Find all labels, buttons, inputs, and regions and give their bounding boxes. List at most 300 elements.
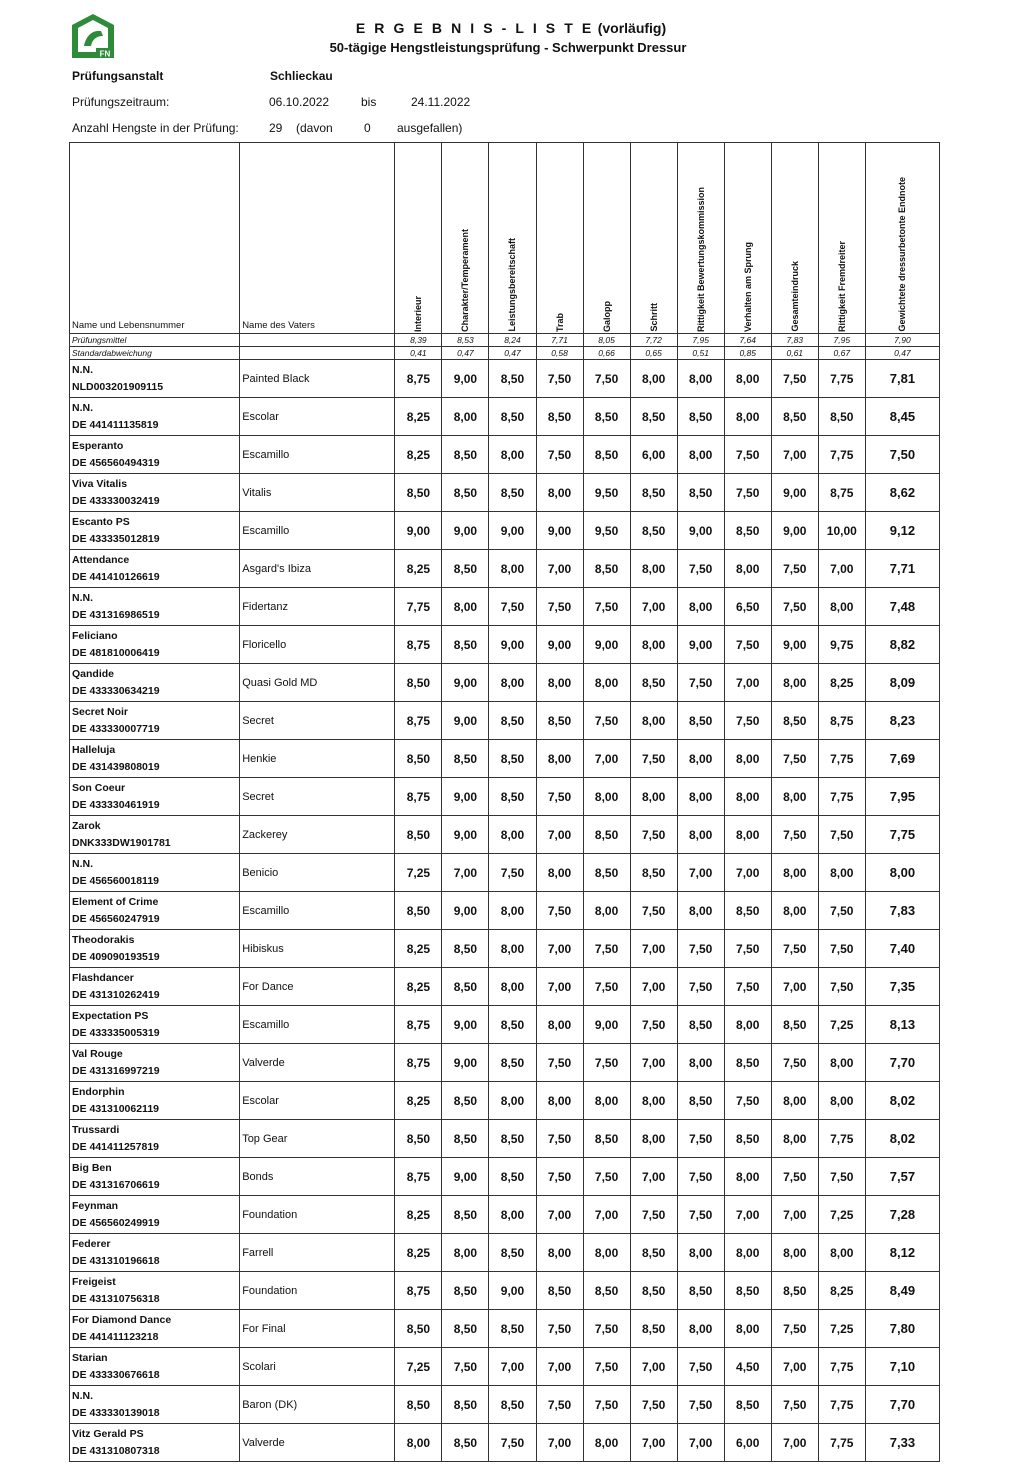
score-cell: 8,50 bbox=[677, 702, 724, 740]
final-score-cell: 7,48 bbox=[865, 588, 939, 626]
score-cell: 8,00 bbox=[630, 702, 677, 740]
logo-text: FN bbox=[99, 49, 111, 59]
score-cell: 7,00 bbox=[630, 1044, 677, 1082]
page-title-spaced: E R G E B N I S - L I S T E bbox=[355, 20, 594, 36]
score-cell: 8,00 bbox=[536, 854, 583, 892]
score-cell: 7,50 bbox=[536, 778, 583, 816]
score-cell: 7,50 bbox=[630, 892, 677, 930]
score-cell: 8,00 bbox=[724, 740, 771, 778]
score-cell: 8,00 bbox=[724, 1310, 771, 1348]
score-cell: 8,50 bbox=[489, 398, 536, 436]
anstalt-label: Prüfungsanstalt bbox=[72, 69, 164, 83]
score-cell: 7,75 bbox=[818, 1386, 865, 1424]
score-cell: 7,50 bbox=[536, 1386, 583, 1424]
score-cell: 8,50 bbox=[395, 474, 442, 512]
score-cell: 7,50 bbox=[771, 740, 818, 778]
score-cell: 8,50 bbox=[583, 816, 630, 854]
score-cell: 8,00 bbox=[630, 1120, 677, 1158]
stallion-name: N.N. bbox=[72, 592, 93, 604]
score-cell: 7,50 bbox=[630, 740, 677, 778]
table-row bbox=[70, 930, 940, 968]
score-cell: 7,50 bbox=[724, 626, 771, 664]
score-cell: 7,00 bbox=[724, 854, 771, 892]
score-cell: 8,50 bbox=[583, 436, 630, 474]
col-header-wrap bbox=[442, 147, 488, 333]
sire-name: Escamillo bbox=[240, 1006, 395, 1044]
score-cell: 7,50 bbox=[724, 968, 771, 1006]
stallion-name: Feynman bbox=[72, 1200, 119, 1212]
table-row bbox=[70, 1006, 940, 1044]
score-cell: 7,00 bbox=[536, 550, 583, 588]
stallion-cell bbox=[70, 854, 240, 892]
score-cell: 7,50 bbox=[818, 892, 865, 930]
stallion-id: DE 441411123218 bbox=[72, 1331, 159, 1343]
sd-row-value: 0,51 bbox=[677, 347, 724, 360]
score-cell: 8,50 bbox=[442, 968, 489, 1006]
score-cell: 7,50 bbox=[583, 1158, 630, 1196]
score-cell: 8,50 bbox=[395, 1310, 442, 1348]
sire-name: Foundation bbox=[240, 1272, 395, 1310]
col-header-label: Gesamteindruck bbox=[789, 261, 800, 332]
score-cell: 9,00 bbox=[442, 1158, 489, 1196]
score-cell: 9,00 bbox=[442, 702, 489, 740]
final-score-cell: 7,35 bbox=[865, 968, 939, 1006]
davon-value: 0 bbox=[364, 121, 371, 135]
score-cell: 8,00 bbox=[583, 778, 630, 816]
score-cell: 7,50 bbox=[724, 1082, 771, 1120]
table-row bbox=[70, 626, 940, 664]
sd-row-value: 0,41 bbox=[395, 347, 442, 360]
score-cell: 8,50 bbox=[818, 398, 865, 436]
final-score-cell: 7,57 bbox=[865, 1158, 939, 1196]
table-row bbox=[70, 1386, 940, 1424]
score-cell: 7,50 bbox=[536, 1044, 583, 1082]
score-cell: 7,00 bbox=[536, 1424, 583, 1462]
results-table bbox=[69, 142, 940, 1462]
col-header-wrap bbox=[537, 147, 583, 333]
score-cell: 7,75 bbox=[395, 588, 442, 626]
score-cell: 8,25 bbox=[395, 550, 442, 588]
score-cell: 9,00 bbox=[583, 1006, 630, 1044]
score-cell: 8,50 bbox=[442, 930, 489, 968]
score-cell: 8,50 bbox=[771, 702, 818, 740]
sire-name: Escamillo bbox=[240, 512, 395, 550]
col-header-wrap bbox=[772, 147, 818, 333]
score-cell: 8,50 bbox=[442, 740, 489, 778]
score-cell: 8,00 bbox=[489, 892, 536, 930]
final-score-cell: 7,95 bbox=[865, 778, 939, 816]
score-cell: 7,50 bbox=[771, 816, 818, 854]
stallion-cell bbox=[70, 398, 240, 436]
score-cell: 9,00 bbox=[489, 512, 536, 550]
score-cell: 7,50 bbox=[630, 816, 677, 854]
final-score-cell: 7,83 bbox=[865, 892, 939, 930]
final-score-cell: 9,12 bbox=[865, 512, 939, 550]
score-cell: 7,50 bbox=[771, 930, 818, 968]
score-cell: 8,25 bbox=[395, 436, 442, 474]
score-cell: 8,50 bbox=[677, 1082, 724, 1120]
stallion-id: DE 456560494319 bbox=[72, 457, 160, 469]
score-cell: 8,50 bbox=[442, 1424, 489, 1462]
mean-row-label: Prüfungsmittel bbox=[70, 334, 240, 347]
score-cell: 8,00 bbox=[724, 1158, 771, 1196]
stallion-name: Trussardi bbox=[72, 1124, 120, 1136]
score-cell: 8,50 bbox=[677, 1272, 724, 1310]
score-cell: 8,50 bbox=[489, 1044, 536, 1082]
score-cell: 8,75 bbox=[818, 474, 865, 512]
score-cell: 8,00 bbox=[583, 1082, 630, 1120]
score-cell: 7,75 bbox=[818, 740, 865, 778]
score-cell: 7,00 bbox=[771, 1424, 818, 1462]
score-cell: 8,00 bbox=[677, 1044, 724, 1082]
stallion-name: Secret Noir bbox=[72, 706, 129, 718]
score-cell: 7,00 bbox=[583, 740, 630, 778]
score-cell: 8,50 bbox=[442, 550, 489, 588]
score-cell: 8,50 bbox=[677, 474, 724, 512]
stallion-name: Expectation PS bbox=[72, 1010, 149, 1022]
stallion-id: DE 433330032419 bbox=[72, 495, 160, 507]
score-cell: 8,00 bbox=[489, 664, 536, 702]
score-cell: 8,50 bbox=[489, 1120, 536, 1158]
score-cell: 8,50 bbox=[536, 398, 583, 436]
score-cell: 8,00 bbox=[489, 968, 536, 1006]
sire-name: Painted Black bbox=[240, 360, 395, 398]
table-row bbox=[70, 474, 940, 512]
score-cell: 8,00 bbox=[442, 398, 489, 436]
score-cell: 8,50 bbox=[583, 1120, 630, 1158]
stallion-name: Attendance bbox=[72, 554, 130, 566]
stallion-id: DNK333DW1901781 bbox=[72, 837, 171, 849]
stallion-id: DE 431439808019 bbox=[72, 761, 160, 773]
score-cell: 7,50 bbox=[630, 1196, 677, 1234]
col-header-label: Leistungsbereitschaft bbox=[507, 238, 518, 332]
final-score-cell: 8,00 bbox=[865, 854, 939, 892]
score-cell: 7,50 bbox=[771, 1386, 818, 1424]
table-row bbox=[70, 436, 940, 474]
score-cell: 8,50 bbox=[489, 1006, 536, 1044]
score-cell: 8,00 bbox=[583, 1234, 630, 1272]
stallion-id: DE 433330676618 bbox=[72, 1369, 160, 1381]
score-cell: 7,50 bbox=[677, 1386, 724, 1424]
score-cell: 7,75 bbox=[818, 1424, 865, 1462]
score-cell: 8,50 bbox=[583, 1272, 630, 1310]
stallion-id: DE 456560018119 bbox=[72, 875, 159, 887]
stallion-id: DE 433330007719 bbox=[72, 723, 160, 735]
sd-row-value: 0,66 bbox=[583, 347, 630, 360]
final-score-cell: 8,12 bbox=[865, 1234, 939, 1272]
score-cell: 8,50 bbox=[536, 1272, 583, 1310]
stallion-name: Theodorakis bbox=[72, 934, 135, 946]
stallion-cell bbox=[70, 474, 240, 512]
col-header-criterion bbox=[442, 143, 489, 334]
score-cell: 8,00 bbox=[489, 436, 536, 474]
stallion-cell bbox=[70, 664, 240, 702]
score-cell: 8,00 bbox=[724, 816, 771, 854]
stallion-id: DE 431310262419 bbox=[72, 989, 160, 1001]
stallion-cell bbox=[70, 816, 240, 854]
col-header-wrap bbox=[819, 147, 865, 333]
score-cell: 8,75 bbox=[395, 778, 442, 816]
score-cell: 8,50 bbox=[489, 1158, 536, 1196]
final-score-cell: 7,70 bbox=[865, 1386, 939, 1424]
score-cell: 8,00 bbox=[630, 550, 677, 588]
score-cell: 8,50 bbox=[489, 702, 536, 740]
sire-name: Top Gear bbox=[240, 1120, 395, 1158]
score-cell: 8,50 bbox=[395, 892, 442, 930]
col-header-wrap bbox=[725, 147, 771, 333]
score-cell: 8,00 bbox=[536, 664, 583, 702]
score-cell: 8,00 bbox=[818, 1044, 865, 1082]
table-row bbox=[70, 1310, 940, 1348]
score-cell: 8,00 bbox=[489, 550, 536, 588]
score-cell: 8,25 bbox=[395, 1234, 442, 1272]
score-cell: 7,25 bbox=[395, 854, 442, 892]
stallion-id: DE 431316997219 bbox=[72, 1065, 160, 1077]
score-cell: 8,00 bbox=[724, 398, 771, 436]
score-cell: 7,50 bbox=[536, 1310, 583, 1348]
score-cell: 8,00 bbox=[818, 1082, 865, 1120]
stallion-cell bbox=[70, 1272, 240, 1310]
score-cell: 7,00 bbox=[630, 1158, 677, 1196]
score-cell: 8,50 bbox=[442, 1310, 489, 1348]
score-cell: 8,00 bbox=[818, 1234, 865, 1272]
mean-row-value: 8,24 bbox=[489, 334, 536, 347]
score-cell: 9,00 bbox=[536, 512, 583, 550]
col-header-label: Rittigkeit Fremdreiter bbox=[836, 240, 847, 332]
sire-name: Secret bbox=[240, 702, 395, 740]
score-cell: 8,50 bbox=[583, 398, 630, 436]
col-header-label: Interieur bbox=[413, 295, 424, 332]
final-score-cell: 8,82 bbox=[865, 626, 939, 664]
col-header-criterion bbox=[865, 143, 939, 334]
final-score-cell: 8,02 bbox=[865, 1082, 939, 1120]
zeitraum-from: 06.10.2022 bbox=[269, 95, 330, 109]
score-cell: 8,00 bbox=[536, 474, 583, 512]
mean-row-value: 8,39 bbox=[395, 334, 442, 347]
sire-name: For Dance bbox=[240, 968, 395, 1006]
stallion-name: Halleluja bbox=[72, 744, 116, 756]
score-cell: 7,75 bbox=[818, 360, 865, 398]
table-row bbox=[70, 550, 940, 588]
score-cell: 8,50 bbox=[395, 1386, 442, 1424]
col-header-wrap bbox=[395, 147, 441, 333]
stallion-cell bbox=[70, 588, 240, 626]
stallion-name: Big Ben bbox=[72, 1162, 112, 1174]
stallion-id: DE 481810006419 bbox=[72, 647, 160, 659]
score-cell: 8,00 bbox=[724, 778, 771, 816]
col-header-label: Trab bbox=[554, 312, 565, 332]
score-cell: 7,00 bbox=[536, 816, 583, 854]
score-cell: 8,50 bbox=[583, 550, 630, 588]
score-cell: 8,50 bbox=[724, 1120, 771, 1158]
score-cell: 9,75 bbox=[818, 626, 865, 664]
stallion-id: DE 433330634219 bbox=[72, 685, 160, 697]
score-cell: 8,50 bbox=[442, 1196, 489, 1234]
col-header-criterion bbox=[724, 143, 771, 334]
sire-name: Quasi Gold MD bbox=[240, 664, 395, 702]
mean-row-value: 7,72 bbox=[630, 334, 677, 347]
mean-row-value: 8,05 bbox=[583, 334, 630, 347]
score-cell: 8,75 bbox=[395, 360, 442, 398]
score-cell: 8,25 bbox=[395, 968, 442, 1006]
sire-name: Fidertanz bbox=[240, 588, 395, 626]
stallion-cell bbox=[70, 778, 240, 816]
stallion-name: Flashdancer bbox=[72, 972, 134, 984]
table-row bbox=[70, 968, 940, 1006]
score-cell: 8,75 bbox=[395, 1006, 442, 1044]
sire-name: Baron (DK) bbox=[240, 1386, 395, 1424]
score-cell: 8,25 bbox=[818, 1272, 865, 1310]
col-header-name: Name und Lebensnummer bbox=[70, 143, 240, 334]
score-cell: 8,00 bbox=[442, 1234, 489, 1272]
score-cell: 7,00 bbox=[724, 664, 771, 702]
table-row bbox=[70, 1424, 940, 1462]
score-cell: 7,50 bbox=[771, 1310, 818, 1348]
table-row bbox=[70, 1348, 940, 1386]
score-cell: 8,00 bbox=[677, 1310, 724, 1348]
mean-row-value: 7,71 bbox=[536, 334, 583, 347]
mean-row-value: 7,83 bbox=[771, 334, 818, 347]
score-cell: 8,50 bbox=[583, 854, 630, 892]
score-cell: 7,50 bbox=[583, 1044, 630, 1082]
sd-row-value: 0,65 bbox=[630, 347, 677, 360]
score-cell: 9,50 bbox=[583, 512, 630, 550]
score-cell: 8,00 bbox=[724, 360, 771, 398]
score-cell: 8,50 bbox=[630, 512, 677, 550]
col-header-label: Galopp bbox=[601, 301, 612, 332]
score-cell: 7,50 bbox=[536, 1120, 583, 1158]
score-cell: 8,00 bbox=[583, 1424, 630, 1462]
score-cell: 8,50 bbox=[489, 778, 536, 816]
score-cell: 8,50 bbox=[442, 1120, 489, 1158]
score-cell: 8,25 bbox=[395, 1082, 442, 1120]
col-header-criterion bbox=[395, 143, 442, 334]
col-header-wrap bbox=[866, 147, 939, 333]
stallion-name: Zarok bbox=[72, 820, 101, 832]
score-cell: 7,75 bbox=[818, 778, 865, 816]
score-cell: 7,50 bbox=[583, 360, 630, 398]
table-row bbox=[70, 1272, 940, 1310]
score-cell: 8,00 bbox=[536, 1082, 583, 1120]
stallion-cell bbox=[70, 740, 240, 778]
stallion-cell bbox=[70, 1348, 240, 1386]
score-cell: 9,00 bbox=[442, 816, 489, 854]
score-cell: 7,25 bbox=[818, 1196, 865, 1234]
stallion-cell bbox=[70, 360, 240, 398]
stallion-name: Endorphin bbox=[72, 1086, 125, 1098]
score-cell: 8,50 bbox=[489, 1386, 536, 1424]
stallion-id: DE 441410126619 bbox=[72, 571, 160, 583]
score-cell: 8,00 bbox=[677, 816, 724, 854]
table-row bbox=[70, 1082, 940, 1120]
score-cell: 7,00 bbox=[536, 1348, 583, 1386]
score-cell: 7,00 bbox=[771, 436, 818, 474]
final-score-cell: 7,50 bbox=[865, 436, 939, 474]
sire-name: Foundation bbox=[240, 1196, 395, 1234]
score-cell: 9,00 bbox=[442, 1044, 489, 1082]
final-score-cell: 7,40 bbox=[865, 930, 939, 968]
page-title-suffix: (vorläufig) bbox=[593, 20, 667, 36]
score-cell: 9,00 bbox=[536, 626, 583, 664]
stallion-name: Viva Vitalis bbox=[72, 478, 128, 490]
stallion-id: DE 431310062119 bbox=[72, 1103, 159, 1115]
score-cell: 7,50 bbox=[536, 588, 583, 626]
stallion-name: Starian bbox=[72, 1352, 108, 1364]
stallion-name: N.N. bbox=[72, 858, 93, 870]
sd-row-label: Standardabweichung bbox=[70, 347, 240, 360]
score-cell: 8,50 bbox=[677, 398, 724, 436]
stallion-cell bbox=[70, 702, 240, 740]
sire-name: Escamillo bbox=[240, 892, 395, 930]
score-cell: 8,00 bbox=[630, 778, 677, 816]
col-header-label: Charakter/Temperament bbox=[460, 229, 471, 332]
stallion-name: Vitz Gerald PS bbox=[72, 1428, 144, 1440]
score-cell: 9,00 bbox=[771, 474, 818, 512]
score-cell: 8,50 bbox=[395, 664, 442, 702]
score-cell: 9,00 bbox=[442, 778, 489, 816]
stallion-name: For Diamond Dance bbox=[72, 1314, 172, 1326]
score-cell: 9,00 bbox=[442, 512, 489, 550]
score-cell: 7,50 bbox=[724, 474, 771, 512]
sire-name: Escolar bbox=[240, 1082, 395, 1120]
score-cell: 8,50 bbox=[724, 892, 771, 930]
final-score-cell: 8,62 bbox=[865, 474, 939, 512]
sire-name: Farrell bbox=[240, 1234, 395, 1272]
final-score-cell: 8,09 bbox=[865, 664, 939, 702]
score-cell: 7,00 bbox=[536, 1196, 583, 1234]
mean-row-value: 7,95 bbox=[818, 334, 865, 347]
score-cell: 7,75 bbox=[818, 436, 865, 474]
score-cell: 7,75 bbox=[818, 1120, 865, 1158]
stallion-name: N.N. bbox=[72, 402, 93, 414]
score-cell: 8,75 bbox=[395, 626, 442, 664]
score-cell: 8,50 bbox=[630, 1272, 677, 1310]
anstalt-value: Schlieckau bbox=[270, 69, 333, 83]
score-cell: 8,50 bbox=[395, 1120, 442, 1158]
score-cell: 8,75 bbox=[818, 702, 865, 740]
score-cell: 8,00 bbox=[677, 740, 724, 778]
score-cell: 7,00 bbox=[583, 1196, 630, 1234]
score-cell: 8,25 bbox=[395, 398, 442, 436]
score-cell: 7,50 bbox=[677, 1196, 724, 1234]
score-cell: 7,00 bbox=[630, 1424, 677, 1462]
score-cell: 9,00 bbox=[771, 626, 818, 664]
score-cell: 8,00 bbox=[583, 664, 630, 702]
score-cell: 8,50 bbox=[442, 474, 489, 512]
table-row bbox=[70, 892, 940, 930]
col-header-sire: Name des Vaters bbox=[240, 143, 395, 334]
score-cell: 8,50 bbox=[395, 740, 442, 778]
score-cell: 9,00 bbox=[677, 512, 724, 550]
score-cell: 7,50 bbox=[583, 588, 630, 626]
score-cell: 7,00 bbox=[630, 588, 677, 626]
score-cell: 8,50 bbox=[724, 1386, 771, 1424]
score-cell: 8,75 bbox=[395, 1158, 442, 1196]
score-cell: 7,00 bbox=[630, 968, 677, 1006]
score-cell: 8,00 bbox=[583, 892, 630, 930]
score-cell: 7,50 bbox=[536, 436, 583, 474]
final-score-cell: 7,10 bbox=[865, 1348, 939, 1386]
stallion-cell bbox=[70, 892, 240, 930]
score-cell: 7,00 bbox=[536, 930, 583, 968]
stallion-cell bbox=[70, 1158, 240, 1196]
score-cell: 8,75 bbox=[395, 1272, 442, 1310]
score-cell: 7,50 bbox=[677, 550, 724, 588]
sire-name: Benicio bbox=[240, 854, 395, 892]
score-cell: 7,50 bbox=[724, 436, 771, 474]
sd-row-value: 0,58 bbox=[536, 347, 583, 360]
final-score-cell: 7,28 bbox=[865, 1196, 939, 1234]
